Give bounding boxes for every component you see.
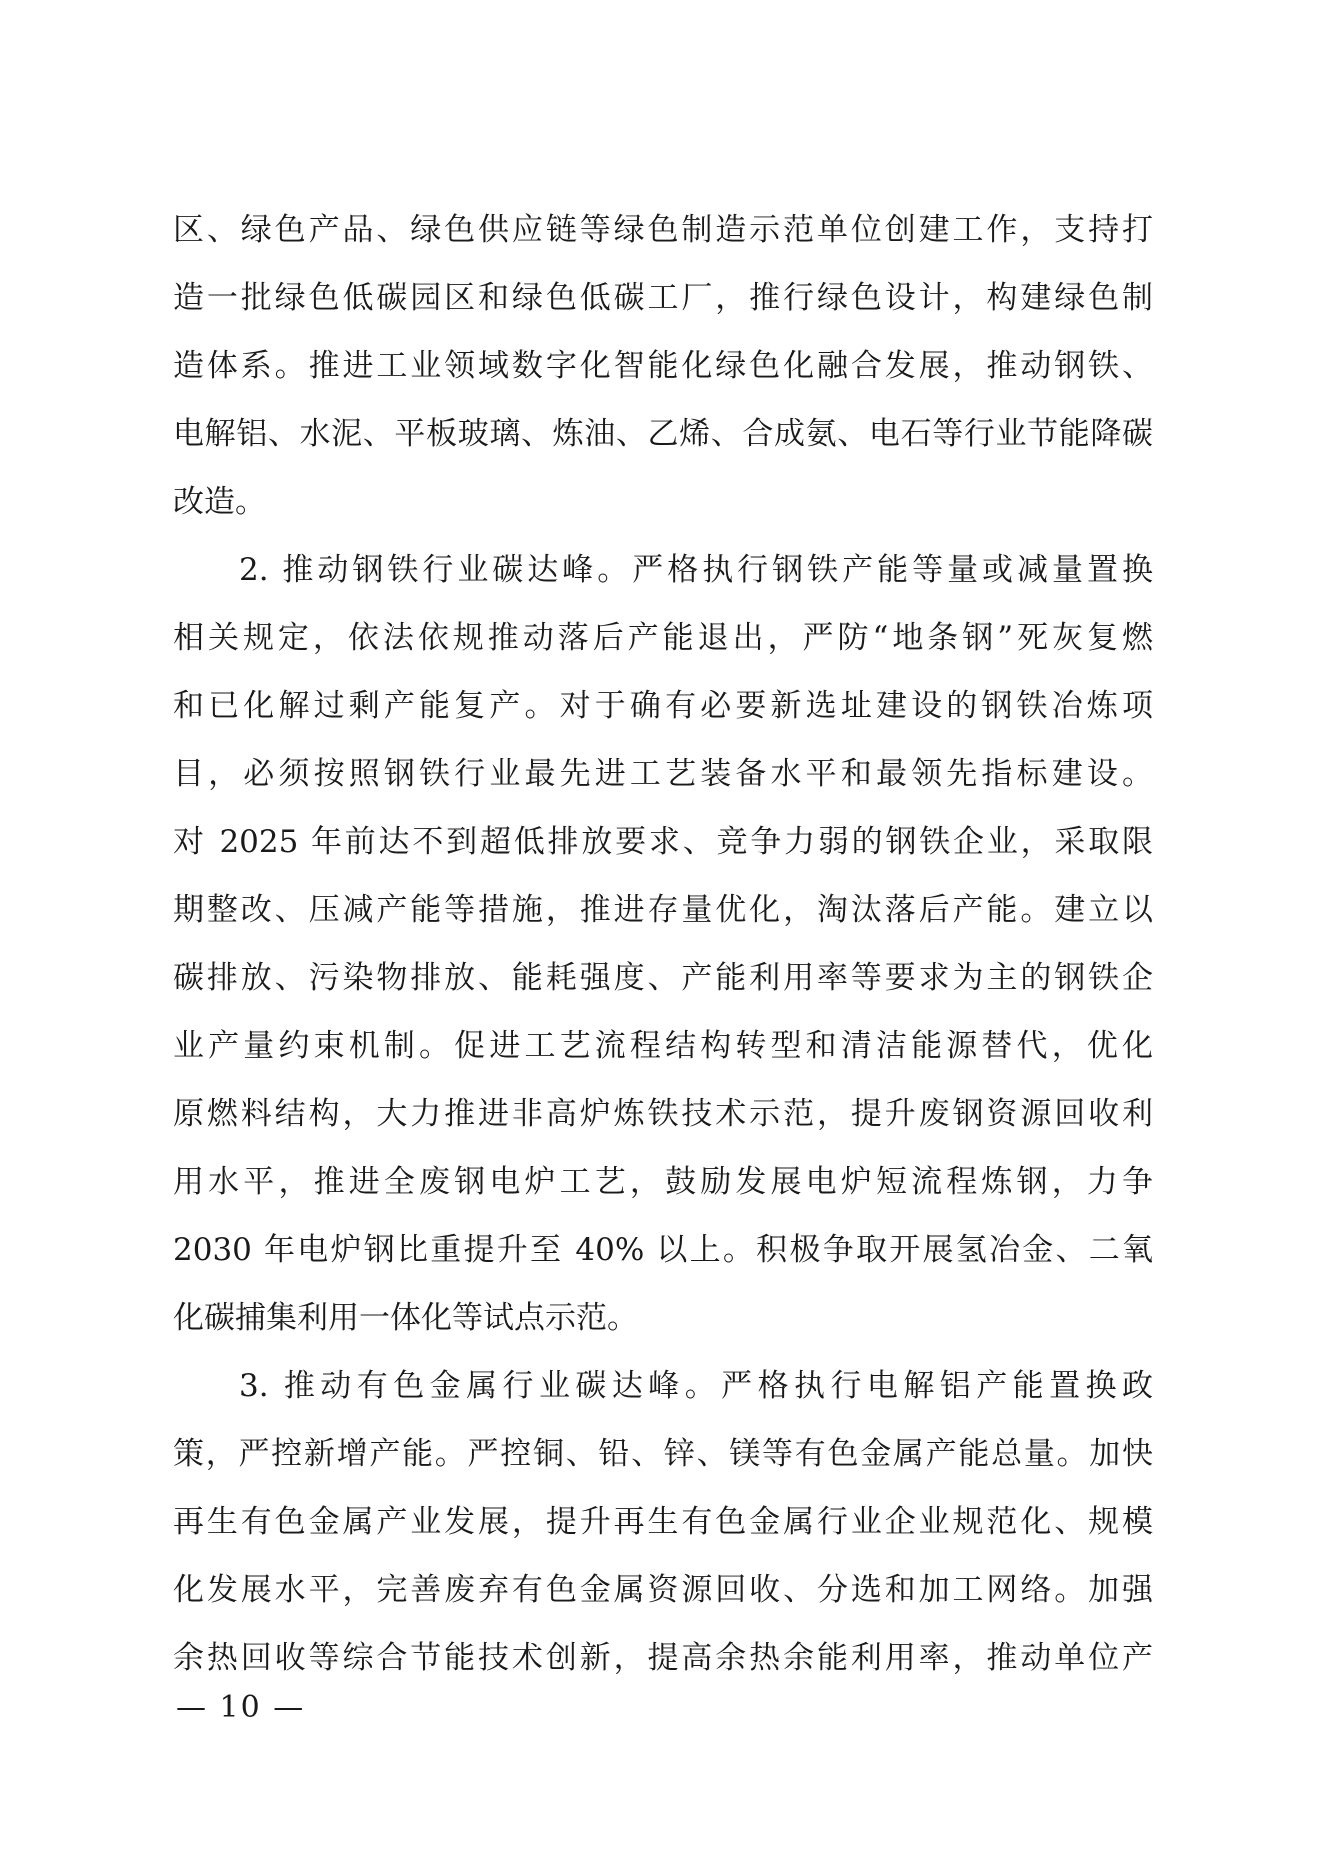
- text-line: 碳排放、污染物排放、能耗强度、产能利用率等要求为主的钢铁企: [173, 960, 1153, 996]
- text-line: 策，严控新增产能。严控铜、铅、锌、镁等有色金属产能总量。加快: [173, 1436, 1153, 1472]
- text-line: 化碳捕集利用一体化等试点示范。: [173, 1300, 638, 1336]
- text-line: 区、绿色产品、绿色供应链等绿色制造示范单位创建工作，支持打: [173, 212, 1153, 248]
- section-3-heading-line: 3. 推动有色金属行业碳达峰。严格执行电解铝产能置换政: [239, 1368, 1153, 1404]
- text-line: 化发展水平，完善废弃有色金属资源回收、分选和加工网络。加强: [173, 1572, 1153, 1608]
- text-line: 造体系。推进工业领域数字化智能化绿色化融合发展，推动钢铁、: [173, 348, 1153, 384]
- text-line: 余热回收等综合节能技术创新，提高余热余能利用率，推动单位产: [173, 1640, 1153, 1676]
- text-line: 期整改、压减产能等措施，推进存量优化，淘汰落后产能。建立以: [173, 892, 1153, 928]
- text-line: 原燃料结构，大力推进非高炉炼铁技术示范，提升废钢资源回收利: [173, 1096, 1153, 1132]
- text-line: 2030 年电炉钢比重提升至 40% 以上。积极争取开展氢冶金、二氧: [173, 1232, 1153, 1268]
- text-line: 再生有色金属产业发展，提升再生有色金属行业企业规范化、规模: [173, 1504, 1153, 1540]
- text-line: 电解铝、水泥、平板玻璃、炼油、乙烯、合成氨、电石等行业节能降碳: [173, 416, 1153, 452]
- text-line: 改造。: [173, 484, 266, 520]
- page-number: — 10 —: [176, 1690, 306, 1725]
- text-line: 目，必须按照钢铁行业最先进工艺装备水平和最领先指标建设。: [173, 756, 1153, 792]
- text-line: 和已化解过剩产能复产。对于确有必要新选址建设的钢铁冶炼项: [173, 688, 1153, 724]
- body-text: [173, 196, 1153, 1692]
- text-line: 相关规定，依法依规推动落后产能退出，严防“地条钢”死灰复燃: [173, 620, 1153, 656]
- text-line: 用水平，推进全废钢电炉工艺，鼓励发展电炉短流程炼钢，力争: [173, 1164, 1153, 1200]
- text-line: 造一批绿色低碳园区和绿色低碳工厂，推行绿色设计，构建绿色制: [173, 280, 1153, 316]
- section-2-heading-line: 2. 推动钢铁行业碳达峰。严格执行钢铁产能等量或减量置换: [239, 552, 1153, 588]
- text-line: 对 2025 年前达不到超低排放要求、竞争力弱的钢铁企业，采取限: [173, 824, 1153, 860]
- text-line: 业产量约束机制。促进工艺流程结构转型和清洁能源替代，优化: [173, 1028, 1153, 1064]
